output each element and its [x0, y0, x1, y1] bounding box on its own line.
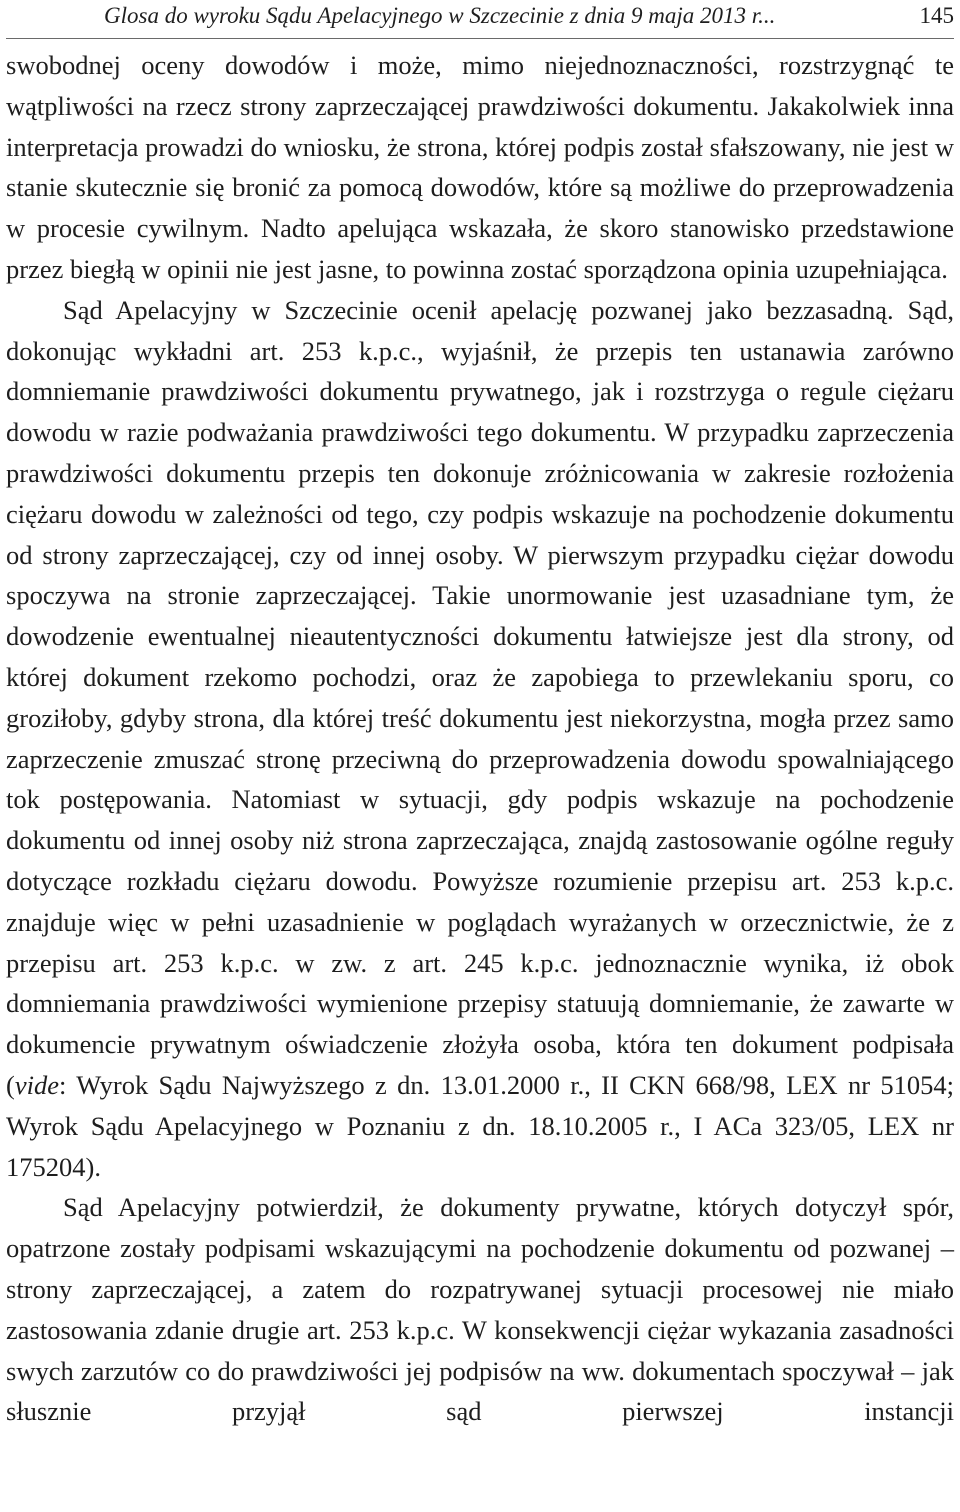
body-text	[6, 45, 954, 1432]
paragraph-3	[6, 1187, 954, 1432]
page-header	[6, 0, 954, 39]
page-number: 145	[919, 3, 954, 28]
paragraph-2-citations: : Wyrok Sądu Najwyższego z dn. 13.01.2000 r., II CKN 668/98, LEX nr 51054; Wyrok Sądu Apelacyjnego w Poznaniu z dn. 18.10.2005 r., I ACa 323/05, LEX nr 175204).	[6, 1069, 954, 1182]
paragraph-1	[6, 45, 954, 290]
paragraph-2-text: Sąd Apelacyjny w Szczecinie ocenił apelację pozwanej jako bezzasadną. Sąd, dokonując wykładni art. 253 k.p.c., wyjaśnił, że przepis ten ustanawia zarówno domniemanie prawdziwości dokumentu prywatnego, jak i rozstrzyga o regule ciężaru dowodu w razie podważania prawdziwości tego dokumentu. W przypadku zaprzeczenia prawdziwości dokumentu przepis ten dokonuje zróżnicowania w zakresie rozłożenia ciężaru dowodu w zależności od tego, czy podpis wskazuje na pochodzenie dokumentu od strony zaprzeczającej, czy od innej osoby. W pierwszym przypadku ciężar dowodu spoczywa na stronie zaprzeczającej. Takie unormowanie jest uzasadniane tym, że dowodzenie ewentualnej nieautentyczności dokumentu łatwiejsze jest dla strony, od której dokument rzekomo pochodzi, oraz że zapobiega to przewlekaniu sporu, co groziłoby, gdyby strona, dla której treść dokumentu jest niekorzystna, mogła przez samo zaprzeczenie zmuszać stronę przeciwną do przeprowadzenia dowodu spowalniającego tok postępowania. Natomiast w sytuacji, gdy podpis wskazuje na pochodzenie dokumentu od innej osoby niż strona zaprzeczająca, znajdą zastosowanie ogólne reguły dotyczące rozkładu ciężaru dowodu. Powyższe rozumienie przepisu art. 253 k.p.c. znajduje więc w pełni uzasadnienie w poglądach wyrażanych w orzecznictwie, że z przepisu art. 253 k.p.c. w zw. z art. 245 k.p.c. jednoznacznie wynika, iż obok domniemania prawdziwości wymienione przepisy statuują domniemanie, że zawarte w dokumencie prywatnym oświadczenie złożyła osoba, która ten dokument podpisała (	[6, 294, 954, 1100]
paragraph-3-text: Sąd Apelacyjny potwierdził, że dokumenty prywatne, których dotyczył spór, opatrzone zostały podpisami wskazującymi na pochodzenie dokumentu od pozwanej – strony zaprzeczającej, a zatem do rozpatrywanej sytuacji procesowej nie miało zastosowania zdanie drugie art. 253 k.p.c. W konsekwencji ciężar wykazania zasadności swych zarzutów co do prawdziwości jej podpisów na ww. dokumentach spoczywał – jak słusznie przyjął sąd pierwszej instancji	[6, 1192, 954, 1427]
latin-term-vide: vide	[14, 1069, 59, 1100]
running-title: Glosa do wyroku Sądu Apelacyjnego w Szczecinie z dnia 9 maja 2013 r...	[104, 3, 776, 28]
paragraph-1-text: swobodnej oceny dowodów i może, mimo niejednoznaczności, rozstrzygnąć te wątpliwości na rzecz strony zaprzeczającej prawdziwości dokumentu. Jakakolwiek inna interpretacja prowadzi do wniosku, że strona, której podpis został sfałszowany, nie jest w stanie skutecznie się bronić za pomocą dowodów, które są możliwe do przeprowadzenia w procesie cywilnym. Nadto apelująca wskazała, że skoro stanowisko przedstawione przez biegłą w opinii nie jest jasne, to powinna zostać sporządzona opinia uzupełniająca.	[6, 50, 954, 284]
paragraph-2	[6, 290, 954, 1188]
